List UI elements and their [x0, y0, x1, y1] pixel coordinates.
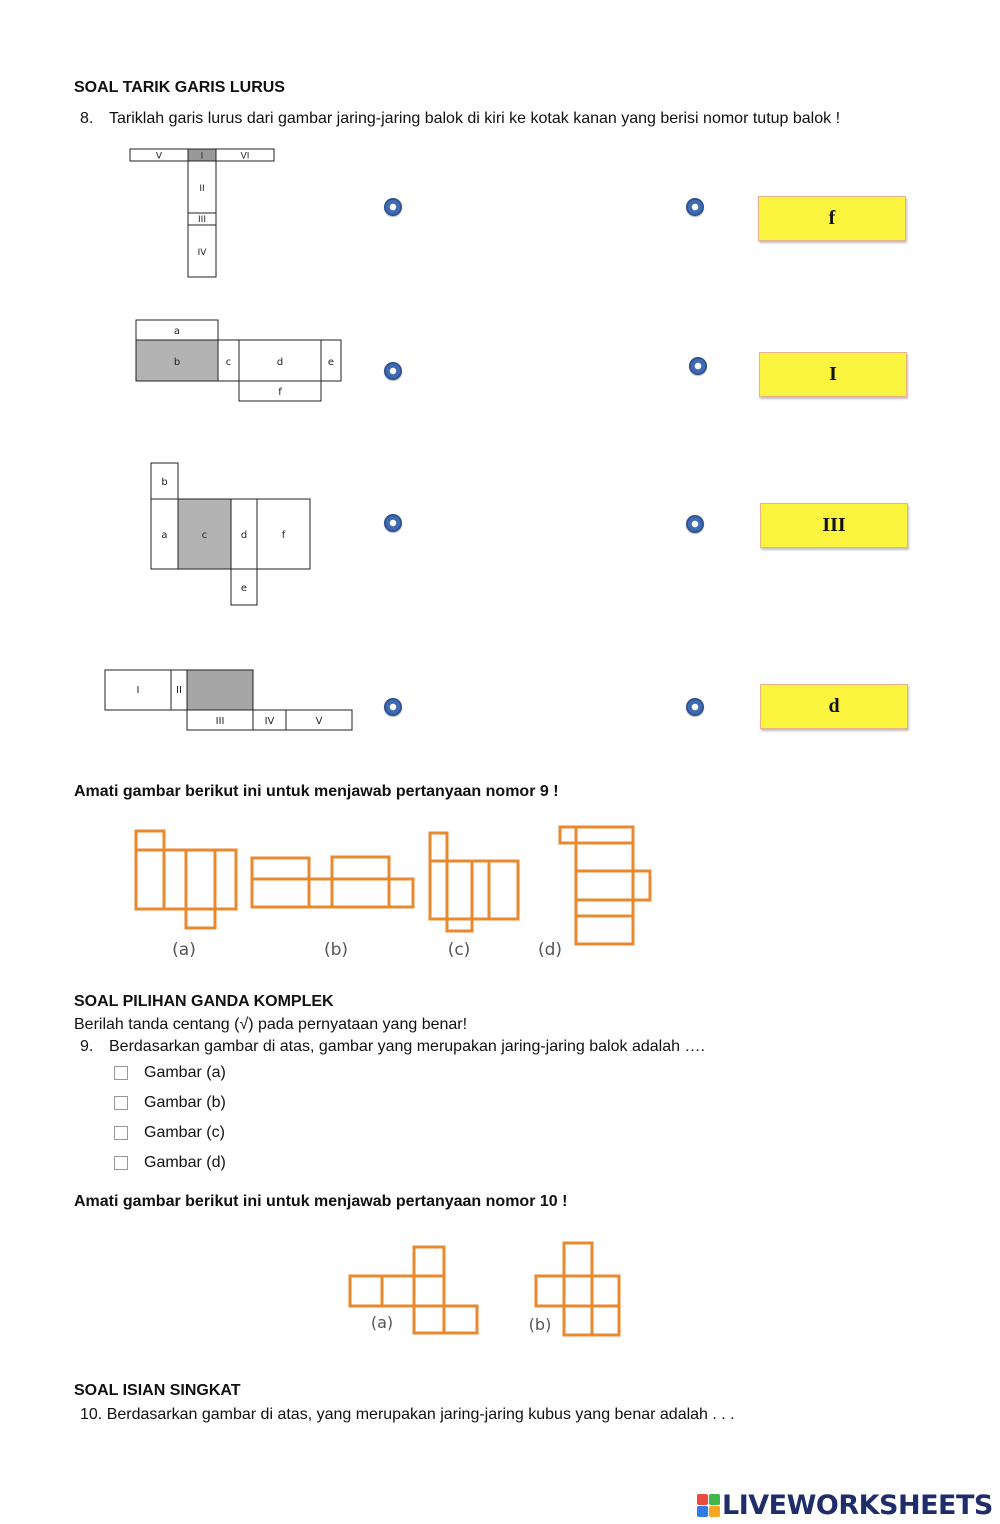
match-dot-right-4[interactable]: [686, 698, 704, 716]
net2-label-d: d: [276, 357, 284, 368]
answer-box-2[interactable]: I: [759, 352, 907, 397]
net3-label-b: b: [161, 477, 168, 488]
net-diagram-1: [128, 146, 278, 280]
figure9-net-c: [430, 833, 518, 931]
answer-box-4[interactable]: d: [760, 684, 908, 729]
net3-label-f: f: [281, 530, 286, 541]
net1-label-iii: III: [198, 215, 206, 225]
question-8-number: 8.: [80, 110, 94, 127]
net2-label-b: b: [173, 357, 181, 368]
match-dot-left-1[interactable]: [384, 198, 402, 216]
option-gambar-a[interactable]: [114, 1064, 226, 1082]
figure9-caption-b: (b): [323, 940, 349, 960]
option-gambar-d[interactable]: [114, 1154, 226, 1172]
net4-label-iii: III: [215, 716, 225, 727]
section-title-pilihan-ganda: SOAL PILIHAN GANDA KOMPLEK: [74, 993, 334, 1010]
match-dot-right-3[interactable]: [686, 515, 704, 533]
option-a-checkbox[interactable]: [114, 1066, 128, 1080]
option-c-label: Gambar (c): [144, 1124, 225, 1141]
net3-label-e: e: [240, 583, 248, 594]
match-dot-right-2[interactable]: [689, 357, 707, 375]
figure9-caption-d: (d): [537, 940, 563, 960]
net2-label-e: e: [327, 357, 335, 368]
match-dot-right-1[interactable]: [686, 198, 704, 216]
question-9-number: 9.: [80, 1038, 94, 1055]
section-title-isian-singkat: SOAL ISIAN SINGKAT: [74, 1382, 241, 1399]
answer-box-1[interactable]: f: [758, 196, 906, 241]
section-title-garis-lurus: SOAL TARIK GARIS LURUS: [74, 79, 285, 96]
figure9-nets: [125, 820, 665, 965]
option-d-checkbox[interactable]: [114, 1156, 128, 1170]
net3-label-d: d: [240, 530, 248, 541]
figure9-instruction: Amati gambar berikut ini untuk menjawab pertanyaan nomor 9 !: [74, 783, 559, 800]
net2-label-c: c: [225, 357, 232, 368]
liveworksheets-logo: [697, 1490, 993, 1520]
figure9-caption-a: (a): [172, 940, 196, 960]
net3-label-c: c: [201, 530, 208, 541]
match-dot-left-3[interactable]: [384, 514, 402, 532]
net1-label-v: V: [155, 151, 163, 162]
question-9-text: Berdasarkan gambar di atas, gambar yang merupakan jaring-jaring balok adalah ….: [109, 1038, 705, 1055]
liveworksheets-logo-text: LIVEWORKSHEETS: [722, 1489, 993, 1521]
figure10-caption-a: (a): [370, 1313, 394, 1332]
net1-label-vi: VI: [240, 151, 250, 162]
match-dot-left-2[interactable]: [384, 362, 402, 380]
question-8-text: Tariklah garis lurus dari gambar jaring-jaring balok di kiri ke kotak kanan yang berisi nomor tutup balok !: [109, 110, 841, 127]
option-d-label: Gambar (d): [144, 1154, 226, 1171]
net3-label-a: a: [161, 530, 168, 541]
option-gambar-b[interactable]: [114, 1094, 226, 1112]
option-c-checkbox[interactable]: [114, 1126, 128, 1140]
net1-label-ii: II: [199, 184, 205, 194]
option-gambar-c[interactable]: [114, 1124, 225, 1142]
figure10-nets: [340, 1236, 630, 1346]
net2-label-a: a: [173, 326, 181, 337]
figure10-net-a: [350, 1247, 477, 1333]
net-diagram-2: [133, 316, 345, 406]
option-a-label: Gambar (a): [144, 1064, 226, 1081]
question-10-text: 10. Berdasarkan gambar di atas, yang merupakan jaring-jaring kubus yang benar adalah . . .: [80, 1406, 735, 1423]
figure9-net-d: [560, 827, 650, 944]
net1-label-iv: IV: [197, 248, 207, 258]
option-b-checkbox[interactable]: [114, 1096, 128, 1110]
net4-label-v: V: [315, 716, 323, 727]
net4-label-ii: II: [176, 685, 182, 696]
figure10-instruction: Amati gambar berikut ini untuk menjawab pertanyaan nomor 10 !: [74, 1193, 568, 1210]
figure9-net-a: [136, 831, 236, 928]
figure10-caption-b: (b): [528, 1315, 552, 1334]
section2-instruction: Berilah tanda centang (√) pada pernyataan yang benar!: [74, 1016, 468, 1033]
figure9-net-b: [252, 857, 413, 907]
liveworksheets-logo-icon: [697, 1494, 720, 1517]
net-diagram-4: [102, 667, 356, 733]
option-b-label: Gambar (b): [144, 1094, 226, 1111]
match-dot-left-4[interactable]: [384, 698, 402, 716]
figure9-caption-c: (c): [447, 940, 471, 960]
net4-label-iv: IV: [264, 716, 275, 727]
net2-label-f: f: [278, 387, 282, 398]
net4-label-i: I: [136, 685, 140, 696]
net-diagram-3: [148, 460, 314, 608]
answer-box-3[interactable]: III: [760, 503, 908, 548]
net1-label-i: I: [200, 151, 204, 162]
